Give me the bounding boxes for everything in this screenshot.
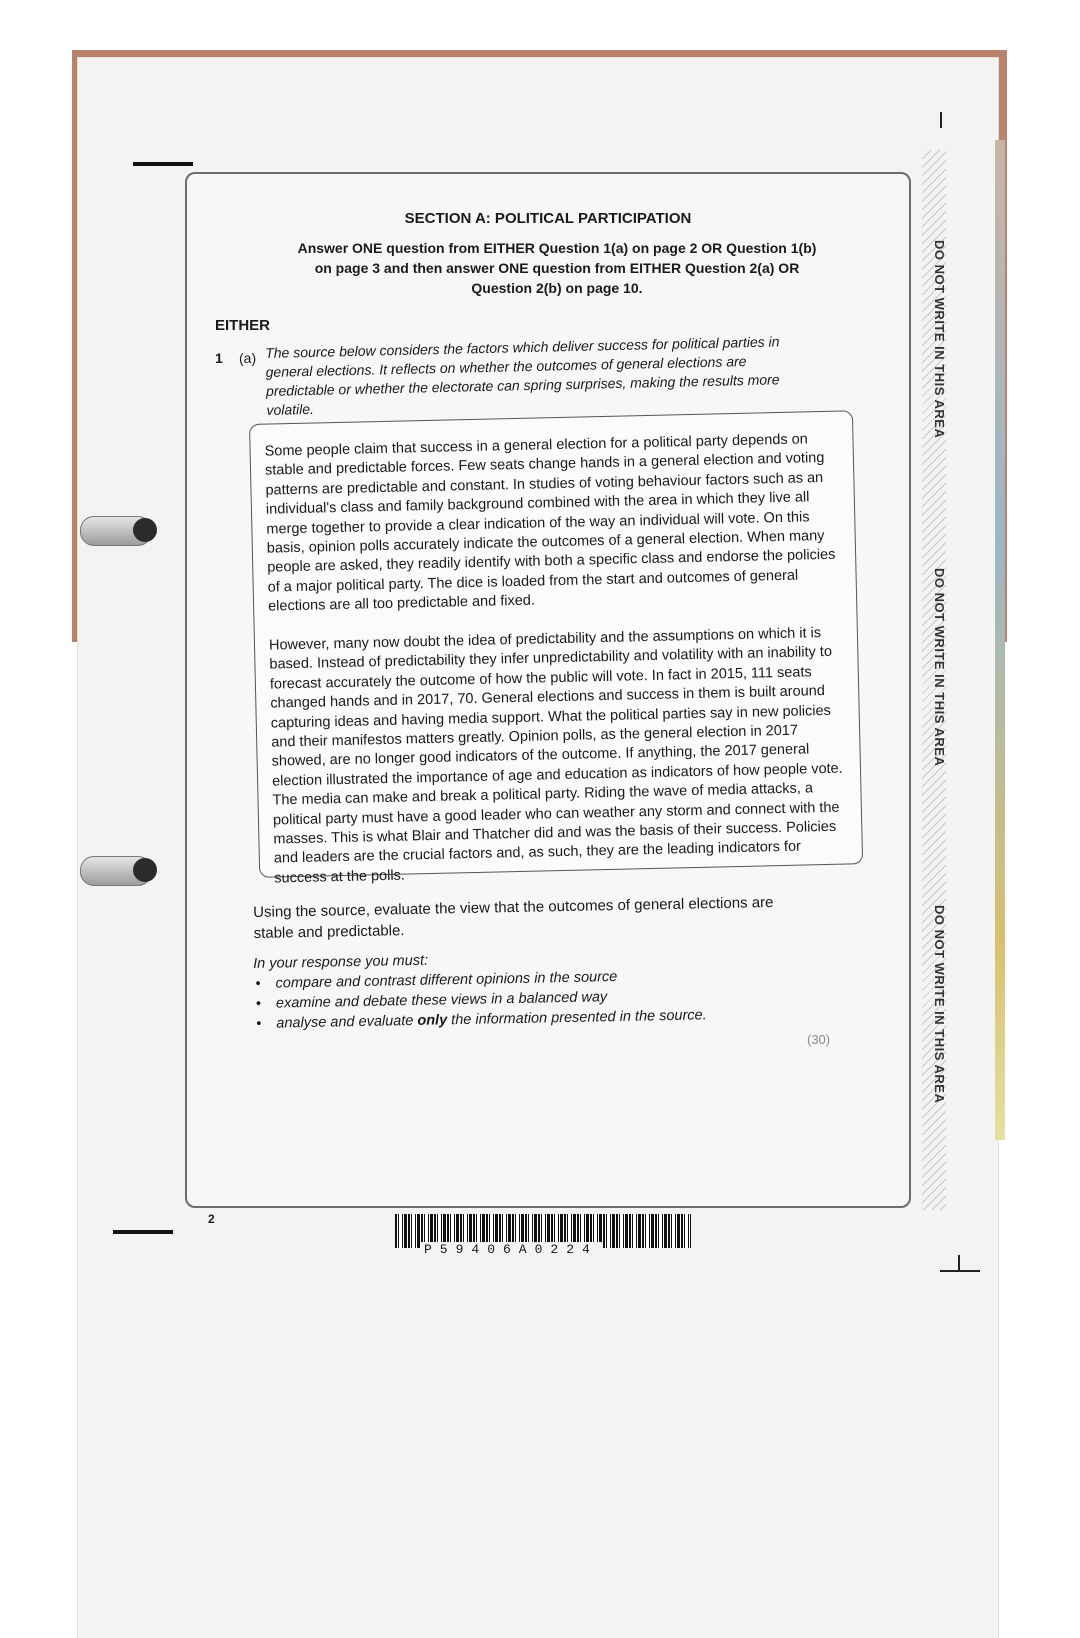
requirement-text: analyse and evaluate [276, 1012, 418, 1032]
requirement-item: • compare and contrast different opinions in the source [253, 963, 813, 994]
registration-mark [940, 112, 942, 128]
source-paragraph-2: However, many now doubt the idea of predictability and the assumptions on which it is based. Instead of predictability they infer unpredictability and volatility with an inability to forecast accurately the outcome of how the public will vote. In fact in 2015, 111 seats changed hands and in 2017, 70. General elections and success in them is built around capturing ideas and having media support. What the political parties say in new policies and their manifestos matters greatly. Opinion polls, as the general election in 2017 showed, are no longer good indicators of the outcome. If anything, the 2017 general election illustrated the importance of age and education as indicators of how people vote. The media can make and break a political party. Riding the wave of media attacks, a political party must have a good leader who can weather any storm and connect with the masses. This is what Blair and Thatcher did and was the basis of their success. Policies and leaders are the crucial factors and, as such, they are the leading indicators for success at the polls. [268, 625, 843, 887]
question-frame [185, 172, 911, 1208]
margin-warning: DO NOT WRITE IN THIS AREA [932, 905, 947, 1104]
margin-warning: DO NOT WRITE IN THIS AREA [932, 240, 947, 439]
margin-warning: DO NOT WRITE IN THIS AREA [932, 568, 947, 767]
source-box [249, 410, 863, 887]
requirements-list [253, 963, 814, 1034]
registration-mark [940, 1270, 980, 1272]
registration-mark [133, 162, 193, 166]
binder-ring-bottom [80, 856, 152, 886]
registration-mark [958, 1255, 960, 1271]
barcode-text: P59406A0224 [420, 1242, 602, 1257]
section-title: SECTION A: POLITICAL PARTICIPATION [404, 210, 692, 227]
question-number: 1 [215, 350, 223, 366]
requirement-emphasis: only [417, 1012, 448, 1029]
response-requirements [253, 943, 814, 1034]
source-paragraph-1: Some people claim that success in a general election for a political party depends on stable and predictable forces. Few seats change hands in a general election and voting patterns are predictable and constant. In studies of voting behaviour factors such as an individual's class and family background combined with the area in which they live all merge together to provide a clear indication of the way an individual will vote. On this basis, opinion polls accurately indicate the outcomes of a general election. When many people are asked, they readily identify with both a specific class and endorse the policies of a major political party. The dice is loaded from the start and outcomes of general elections are all too predictable and fixed. [264, 431, 836, 615]
marks-total: (30) [807, 1032, 831, 1047]
registration-mark [113, 1230, 173, 1234]
page-number: 2 [208, 1212, 215, 1226]
instructions: Answer ONE question from EITHER Question 1(a) on page 2 OR Question 1(b) on page 3 and then answer ONE question from EITHER Question 2(a) OR Question 2(b) on page 10. [297, 240, 817, 296]
requirement-text: the information presented in the source. [447, 1007, 707, 1029]
question-prompt: Using the source, evaluate the view that the outcomes of general elections are stable and predictable. [253, 894, 774, 942]
question-part: (a) [239, 350, 257, 366]
binder-ring-top [80, 516, 152, 546]
question-intro: The source below considers the factors which deliver success for political parties in general elections. It reflects on whether the outcomes of general elections are predictable or whether the electorate can spring surprises, making the results more volatile. [265, 333, 780, 418]
requirement-item: • examine and debate these views in a balanced way [254, 983, 814, 1014]
either-label: EITHER [215, 317, 271, 334]
response-intro: In your response you must: [253, 952, 429, 972]
page-stack-edge [995, 140, 1005, 1140]
